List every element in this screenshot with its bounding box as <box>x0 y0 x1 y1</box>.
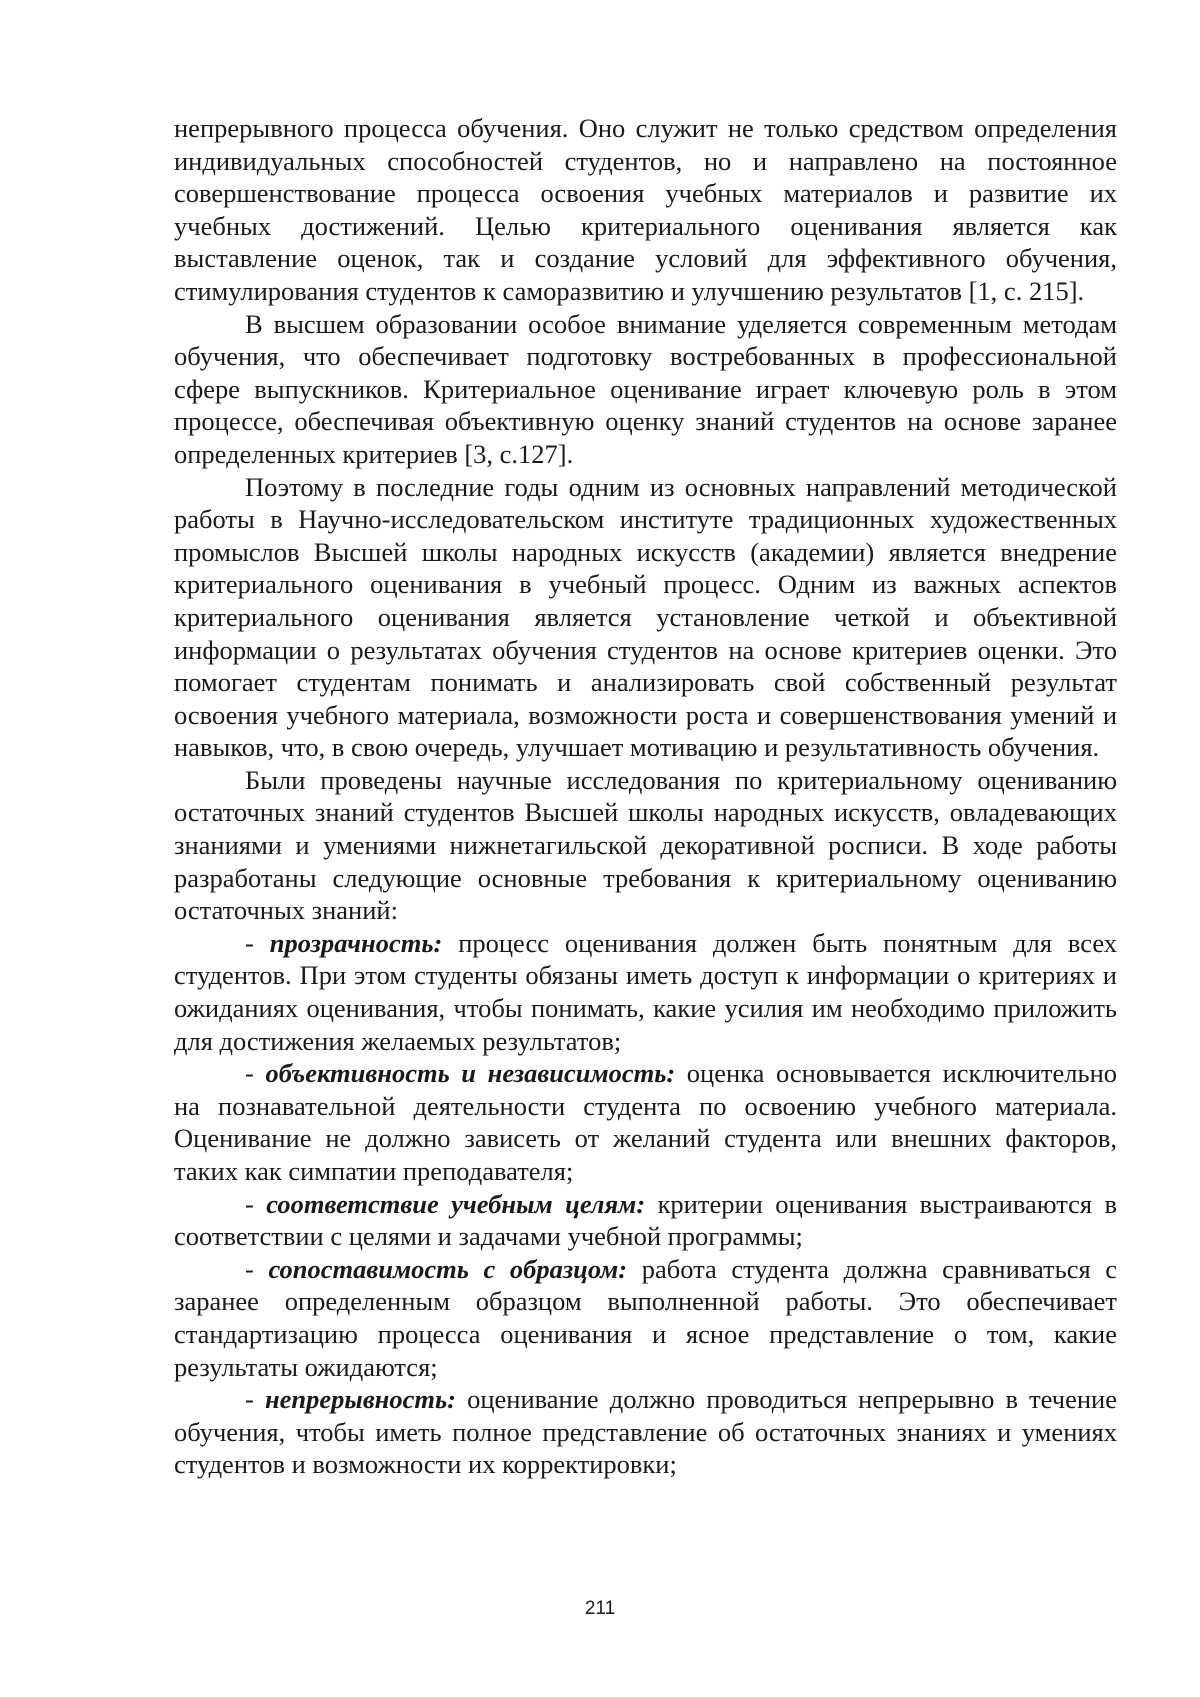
requirement-text: работа студента должна сравниваться с заранее определенным образцом выполненной работы. Это обеспечивает стандартизацию процесса оценивания и ясное представление о том, какие результаты ожидаются; <box>174 1253 1118 1382</box>
requirement-dash: - <box>245 1384 265 1415</box>
requirement-continuity <box>174 1383 1117 1481</box>
requirement-term: сопоставимость с образцом: <box>268 1253 628 1284</box>
requirement-term: прозрачность: <box>269 927 443 958</box>
requirement-text: оценивание должно проводиться непрерывно в течение обучения, чтобы иметь полное представление об остаточных знаниях и умениях студентов и возможности их корректировки; <box>174 1384 1117 1480</box>
requirement-term: непрерывность: <box>264 1384 456 1415</box>
page-body <box>174 112 1117 1481</box>
requirement-objectivity <box>174 1057 1117 1187</box>
requirement-text: процесс оценивания должен быть понятным для всех студентов. При этом студенты обязаны иметь доступ к информации о критериях и ожиданиях оценивания, чтобы понимать, какие усилия им необходимо приложить для достижения желаемых результатов; <box>174 927 1118 1056</box>
paragraph-research: Были проведены научные исследования по критериальному оцениванию остаточных знаний студентов Высшей школы народных искусств, овладевающих знаниями и умениями нижнетагильской декоративной росписи. В ходе работы разработаны следующие основные требования к критериальному оцениванию остаточных знаний: <box>174 764 1117 926</box>
requirement-dash: - <box>245 927 270 958</box>
requirement-goals <box>174 1188 1117 1253</box>
requirement-dash: - <box>245 1253 269 1284</box>
paragraph-methodical-work: Поэтому в последние годы одним из основных направлений методической работы в Научно-исследовательском институте традиционных художественных промыслов Высшей школы народных искусств (академии) является внедрение критериального оценивания в учебный процесс. Одним из важных аспектов критериального оценивания является установление четкой и объективной информации о результатах обучения студентов на основе критериев оценки. Это помогает студентам понимать и анализировать свой собственный результат освоения учебного материала, возможности роста и совершенствования умений и навыков, что, в свою очередь, улучшает мотивацию и результативность обучения. <box>174 471 1117 763</box>
requirement-dash: - <box>245 1058 266 1089</box>
requirement-comparability <box>174 1253 1117 1383</box>
requirement-dash: - <box>245 1188 267 1219</box>
requirement-transparency <box>174 927 1117 1057</box>
page-number: 211 <box>584 1598 616 1619</box>
paragraph-higher-education: В высшем образовании особое внимание уделяется современным методам обучения, что обеспечивает подготовку востребованных в профессиональной сфере выпускников. Критериальное оценивание играет ключевую роль в этом процессе, обеспечивая объективную оценку знаний студентов на основе заранее определенных критериев [3, с.127]. <box>174 308 1117 469</box>
requirement-term: объективность и независимость: <box>265 1058 676 1089</box>
requirement-text: оценка основывается исключительно на познавательной деятельности студента по освоению учебного материала. Оценивание не должно зависеть от желаний студента или внешних факторов, таких как симпатии преподавателя; <box>174 1058 1117 1186</box>
requirement-term: соответствие учебным целям: <box>266 1188 646 1219</box>
requirement-text: критерии оценивания выстраиваются в соответствии с целями и задачами учебной программы; <box>174 1188 1117 1252</box>
paragraph-continuation: непрерывного процесса обучения. Оно служит не только средством определения индивидуальных способностей студентов, но и направлено на постоянное совершенствование процесса освоения учебных материалов и развитие их учебных достижений. Целью критериального оценивания является как выставление оценок, так и создание условий для эффективного обучения, стимулирования студентов к саморазвитию и улучшению результатов [1, с. 215]. <box>174 113 1117 306</box>
